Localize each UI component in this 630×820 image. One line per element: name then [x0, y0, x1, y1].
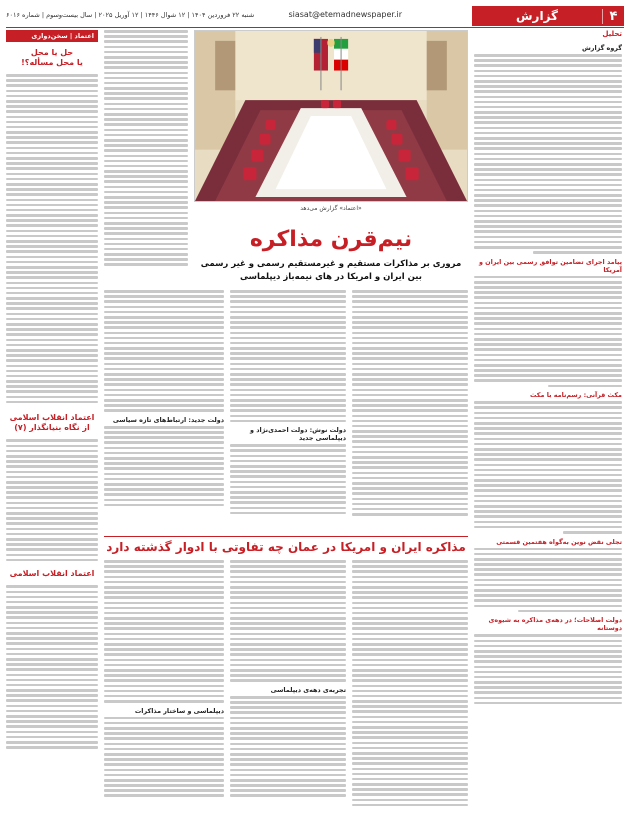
text-block — [474, 401, 622, 533]
subhead: پیامد اجرای تضامین توافق رسمی بین ایران و آمریکا — [478, 257, 622, 274]
center-body-col-left — [104, 290, 224, 535]
center-body-col-middle — [230, 290, 346, 535]
column-label: تحلیل — [602, 30, 622, 38]
intro-label: گروه گزارش — [581, 44, 622, 52]
text-block — [474, 54, 622, 254]
bottom-col-middle — [230, 560, 346, 812]
text-block — [474, 634, 622, 704]
center-body-col-right — [352, 290, 468, 535]
center-top-text — [104, 30, 188, 280]
subhead: تجلی نقض نوین به‌گواه هفتمین قسمتی — [496, 537, 622, 546]
site-email[interactable]: siasat@etemadnewspaper.ir — [288, 10, 402, 19]
section-divider — [104, 536, 468, 537]
bottom-col-left — [104, 560, 224, 812]
opinion-bar: اعتماد | سخن‌دوازی — [6, 30, 98, 42]
text-block — [6, 74, 98, 403]
main-subtitle: مروری بر مذاکرات مستقیم و غیرمستقیم رسمی و غیر رسمی — [200, 259, 462, 269]
left-title-3: اعتماد انقلاب اسلامی — [9, 569, 95, 579]
text-block — [6, 439, 98, 561]
left-title — [6, 48, 98, 68]
page-header — [6, 6, 624, 26]
text-block — [6, 585, 98, 748]
negotiation-room-photo — [194, 30, 468, 202]
section-bar — [472, 6, 624, 26]
left-title-2 — [6, 413, 98, 433]
left-title-line: حل یا محل — [30, 48, 74, 57]
inner-subhead: دولت نوش: دولت احمدی‌نژاد و دیپلماسی جدید — [250, 426, 346, 443]
bottom-col-right — [352, 560, 468, 812]
inner-subhead: دولت جدید: ارتباط‌های تازه سیاسی — [112, 415, 224, 424]
right-column — [474, 30, 622, 812]
page-number: ۴ — [602, 9, 624, 24]
left-column — [6, 30, 98, 812]
text-block — [474, 548, 622, 613]
header-rule — [6, 27, 624, 28]
subhead: دولت اصلاحات؛ در دهه‌ی مذاکره به شیوه‌ی دوستانه — [488, 616, 622, 633]
inner-subhead: تجربه‌ی دهه‌ی دیپلماسی — [270, 685, 346, 694]
main-headline: نیم‌قرن مذاکره — [249, 227, 413, 252]
left-title-line: اعتماد انقلاب اسلامی — [9, 413, 95, 423]
left-title-line: یا محل مسأله؟! — [21, 58, 83, 67]
section-title: گزارش — [515, 9, 559, 23]
photo-illustration — [195, 31, 467, 201]
main-subtitle: بین ایران و امریکا در های نیمه‌باز دیپلماسی — [240, 272, 422, 282]
subhead: مکث قرآنی: رسم‌نامه با مکث — [530, 391, 622, 400]
second-headline: مذاکره ایران و امریکا در عمان چه تفاوتی با ادوار گذشته دارد — [106, 540, 466, 554]
inner-subhead: دیپلماسی و ساختار مذاکرات — [134, 706, 224, 715]
center-area — [104, 30, 468, 812]
date-line: شنبه ۲۲ فروردین ۱۴۰۴ | ۱۲ شوال ۱۴۴۶ | ۱۲ آوریل ۲۰۲۵ | سال بیست‌وسوم | شماره ۶۰۱۶ — [6, 11, 255, 19]
text-block — [474, 276, 622, 388]
left-title-line: از نگاه بنیانگذار (۷) — [14, 423, 90, 433]
photo-caption: «اعتماد» گزارش می‌دهد — [300, 205, 362, 212]
